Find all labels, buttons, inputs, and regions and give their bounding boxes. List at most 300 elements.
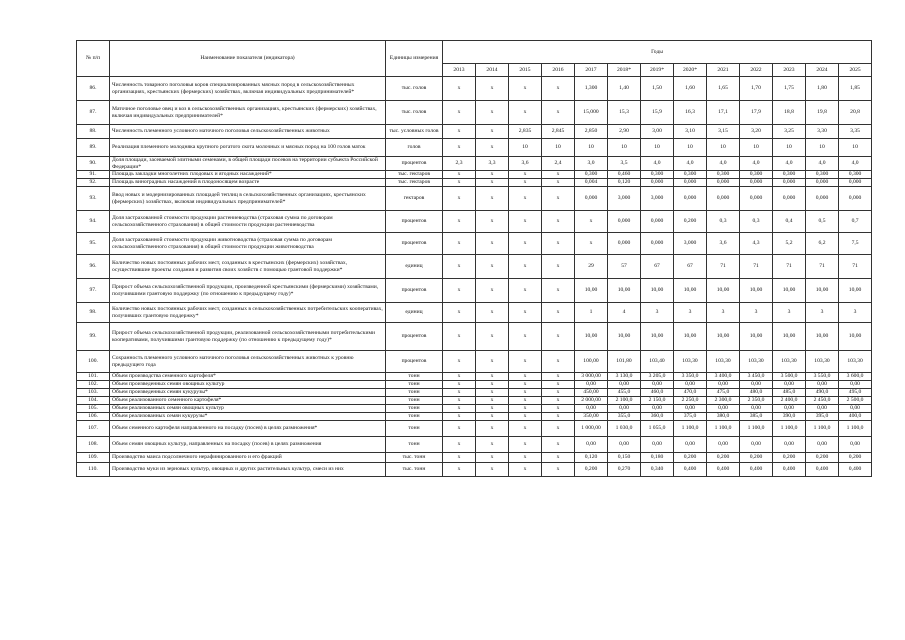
value-cell: 0,00 [575,381,608,389]
value-cell: х [443,187,476,211]
row-number: 106. [77,413,110,421]
value-cell: х [476,323,509,351]
value-cell: 1 100,0 [839,421,872,437]
value-cell: х [443,405,476,413]
value-cell: 0,300 [806,171,839,179]
indicator-name: Маточное поголовье овец и коз в сельскохозяйственных организациях, крестьянских (фермерских) хозяйствах, включая индивидуальных предпринимателей* [110,101,386,125]
indicator-name: Реализация племенного молодняка крупного рогатого скота молочных и мясных пород на 100 голов маток [110,139,386,157]
indicator-name: Объем реализованного семенного картофеля* [110,397,386,405]
unit-cell: процентов [386,233,443,255]
value-cell: 4,3 [740,233,773,255]
table-row [77,157,872,171]
value-cell: х [542,171,575,179]
header-name: Наименование показателя (индикатора) [110,41,386,77]
indicator-name: Количество новых постоянных рабочих мест, созданных в сельскохозяйственных потребительских кооперативах, получивших грантовую поддержку* [110,303,386,323]
table-row [77,421,872,437]
value-cell: 1,80 [806,77,839,101]
value-cell: 3,15 [707,125,740,139]
unit-cell: тонн [386,389,443,397]
value-cell: 2,845 [542,125,575,139]
value-cell: 71 [839,255,872,279]
value-cell: х [542,381,575,389]
value-cell: х [443,381,476,389]
value-cell: 480,0 [740,389,773,397]
header-year: 2020* [674,64,707,77]
value-cell: 0,000 [707,179,740,187]
value-cell: 4,0 [839,157,872,171]
value-cell: 4,0 [773,157,806,171]
value-cell: 1,60 [674,77,707,101]
value-cell: 0,000 [740,179,773,187]
value-cell: 2,4 [542,157,575,171]
indicator-name: Объем реализованных семян кукурузы* [110,413,386,421]
value-cell: 0,300 [740,171,773,179]
value-cell: 0,000 [740,187,773,211]
value-cell: 10 [806,139,839,157]
value-cell: 3 [773,303,806,323]
value-cell: 57 [608,255,641,279]
table-row [77,77,872,101]
value-cell: х [443,139,476,157]
value-cell: 10 [773,139,806,157]
value-cell: 0,300 [773,171,806,179]
value-cell: 0,3 [707,211,740,233]
value-cell: х [443,101,476,125]
value-cell: х [509,373,542,381]
value-cell: 0,00 [806,437,839,453]
value-cell: 400,0 [839,413,872,421]
value-cell: 0,000 [806,187,839,211]
value-cell: 2 400,0 [773,397,806,405]
value-cell: х [509,413,542,421]
value-cell: 103,30 [707,351,740,373]
value-cell: х [509,397,542,405]
value-cell: х [542,437,575,453]
value-cell: 3 [707,303,740,323]
table-row [77,463,872,477]
indicator-name: Доля застрахованной стоимости продукции животноводства (страховая сумма по договорам сельскохозяйственного страхования) в общей стоимости продукции животноводства [110,233,386,255]
unit-cell: голов [386,139,443,157]
value-cell: 2 350,0 [740,397,773,405]
value-cell: 10 [542,139,575,157]
value-cell: 0,300 [674,171,707,179]
value-cell: х [509,405,542,413]
value-cell: х [443,437,476,453]
header-num: № п/п [77,41,110,77]
row-number: 91. [77,171,110,179]
value-cell: 3,5 [608,157,641,171]
value-cell: 15,000 [575,101,608,125]
value-cell: 10 [641,139,674,157]
value-cell: 10,00 [674,279,707,303]
unit-cell: тыс. тонн [386,453,443,463]
value-cell: 2 450,0 [806,397,839,405]
value-cell: 0,400 [740,463,773,477]
value-cell: 10 [839,139,872,157]
value-cell: х [476,171,509,179]
value-cell: х [509,421,542,437]
value-cell: х [443,421,476,437]
value-cell: 0,200 [707,453,740,463]
value-cell: х [542,101,575,125]
value-cell: 3 400,0 [707,373,740,381]
value-cell: х [443,373,476,381]
value-cell: 0,004 [575,179,608,187]
value-cell: 0,00 [740,381,773,389]
unit-cell: тонн [386,421,443,437]
value-cell: х [443,323,476,351]
value-cell: 0,200 [839,453,872,463]
value-cell: 2 150,0 [641,397,674,405]
row-number: 103. [77,389,110,397]
value-cell: 1,300 [575,77,608,101]
header-year: 2024 [806,64,839,77]
value-cell: х [542,279,575,303]
value-cell: 0,000 [839,187,872,211]
unit-cell: тыс. гектаров [386,171,443,179]
value-cell: х [542,397,575,405]
value-cell: 0,300 [575,171,608,179]
value-cell: 490,0 [806,389,839,397]
indicator-name: Объем производства семенного картофеля* [110,373,386,381]
value-cell: х [509,279,542,303]
row-number: 95. [77,233,110,255]
unit-cell: процентов [386,351,443,373]
value-cell: 0,3 [740,211,773,233]
value-cell: 10,00 [575,279,608,303]
indicator-name: Площадь закладки многолетних плодовых и ягодных насаждений* [110,171,386,179]
value-cell: 10,00 [641,323,674,351]
indicator-name: Производство маиса подсолнечного нерафинированного и его фракций [110,453,386,463]
value-cell: х [476,437,509,453]
value-cell: 0,00 [839,437,872,453]
value-cell: х [542,389,575,397]
value-cell: х [542,255,575,279]
value-cell: х [476,453,509,463]
value-cell: х [509,77,542,101]
unit-cell: тонн [386,381,443,389]
value-cell: 485,0 [773,389,806,397]
value-cell: 3,20 [740,125,773,139]
value-cell: 455,0 [608,389,641,397]
value-cell: х [509,453,542,463]
value-cell: х [509,171,542,179]
unit-cell: процентов [386,211,443,233]
value-cell: 0,000 [806,179,839,187]
value-cell: 1 100,0 [740,421,773,437]
value-cell: 0,300 [641,171,674,179]
indicator-name: Сохранность племенного условного маточного поголовья сельскохозяйственных животных к уровню предыдущего года [110,351,386,373]
unit-cell: единиц [386,255,443,279]
value-cell: х [443,413,476,421]
value-cell: х [509,323,542,351]
value-cell: 0,200 [674,453,707,463]
value-cell: х [443,211,476,233]
row-number: 99. [77,323,110,351]
value-cell: 71 [773,255,806,279]
indicator-name: Численность товарного поголовья коров специализированных мясных пород в сельскохозяйственных организациях, крестьянских (фермерских) хозяйствах, включая индивидуальных предпринимателей* [110,77,386,101]
value-cell: х [509,389,542,397]
value-cell: х [476,187,509,211]
value-cell: 0,300 [707,171,740,179]
value-cell: х [443,179,476,187]
row-number: 96. [77,255,110,279]
value-cell: 0,200 [773,453,806,463]
value-cell: 360,0 [641,413,674,421]
unit-cell: тонн [386,413,443,421]
value-cell: 10,00 [575,323,608,351]
value-cell: х [509,303,542,323]
value-cell: х [542,463,575,477]
value-cell: 390,0 [773,413,806,421]
value-cell: 0,00 [674,405,707,413]
header-year: 2014 [476,64,509,77]
value-cell: х [476,125,509,139]
row-number: 93. [77,187,110,211]
value-cell: 0,000 [575,187,608,211]
value-cell: х [509,351,542,373]
table-row [77,323,872,351]
value-cell: х [443,171,476,179]
value-cell: 0,00 [641,405,674,413]
table-row [77,211,872,233]
indicator-name: Объем семенного картофеля направленного на посадку (посев) в целях размножения* [110,421,386,437]
indicator-name: Прирост объема сельскохозяйственной продукции, произведенной крестьянскими (фермерскими) хозяйствами, получившими грантовую поддержку (по отношению к предыдущему году)* [110,279,386,303]
value-cell: 1 030,0 [608,421,641,437]
indicator-name: Доля застрахованной стоимости продукции растениеводства (страховая сумма по договорам сельскохозяйственного страхования) в общей стоимости продукции растениеводства [110,211,386,233]
indicators-table-page [76,40,872,477]
value-cell: 1 100,0 [674,421,707,437]
value-cell: х [509,233,542,255]
row-number: 86. [77,77,110,101]
value-cell: х [476,77,509,101]
value-cell: 1 100,0 [773,421,806,437]
header-year: 2019* [641,64,674,77]
value-cell: 10,00 [707,279,740,303]
value-cell: 1,70 [740,77,773,101]
row-number: 108. [77,437,110,453]
value-cell: 5,2 [773,233,806,255]
value-cell: 1 100,0 [806,421,839,437]
header-years-label: Годы [443,41,872,64]
value-cell: х [476,397,509,405]
table-row [77,413,872,421]
header-year: 2013 [443,64,476,77]
value-cell: 0,4 [773,211,806,233]
value-cell: х [443,351,476,373]
value-cell: 0,270 [608,463,641,477]
value-cell: 3,25 [773,125,806,139]
row-number: 88. [77,125,110,139]
value-cell: 3 [641,303,674,323]
value-cell: 0,400 [707,463,740,477]
value-cell: 0,00 [707,437,740,453]
value-cell: х [476,405,509,413]
indicator-name: Количество новых постоянных рабочих мест, созданных в крестьянских (фермерских) хозяйствах, осуществившие проекты создания и развития своих хозяйств с помощью грантовой поддержки* [110,255,386,279]
value-cell: 10,00 [773,323,806,351]
row-number: 87. [77,101,110,125]
value-cell: 0,000 [608,211,641,233]
table-row [77,453,872,463]
header-year: 2022 [740,64,773,77]
value-cell: 0,180 [641,453,674,463]
table-row [77,405,872,413]
value-cell: 1 055,0 [641,421,674,437]
value-cell: 3 350,0 [674,373,707,381]
value-cell: х [443,125,476,139]
value-cell: 1 100,0 [707,421,740,437]
value-cell: 10,00 [608,279,641,303]
value-cell: 3 600,0 [839,373,872,381]
value-cell: 3 [806,303,839,323]
value-cell: 0,00 [839,381,872,389]
value-cell: 0,00 [773,405,806,413]
table-row [77,125,872,139]
header-year: 2018* [608,64,641,77]
value-cell: 1,50 [641,77,674,101]
value-cell: 0,000 [773,187,806,211]
value-cell: 10,00 [608,323,641,351]
value-cell: х [443,279,476,303]
value-cell: 3 500,0 [773,373,806,381]
value-cell: 0,00 [773,381,806,389]
header-year: 2021 [707,64,740,77]
value-cell: 10,00 [740,323,773,351]
value-cell: 3,000 [608,187,641,211]
value-cell: х [476,179,509,187]
value-cell: 475,0 [707,389,740,397]
row-number: 107. [77,421,110,437]
value-cell: 3 205,0 [641,373,674,381]
value-cell: х [542,211,575,233]
value-cell: 375,0 [674,413,707,421]
row-number: 97. [77,279,110,303]
value-cell: 355,0 [608,413,641,421]
value-cell: 380,0 [707,413,740,421]
unit-cell: тонн [386,373,443,381]
value-cell: 2,835 [509,125,542,139]
value-cell: 67 [641,255,674,279]
row-number: 92. [77,179,110,187]
value-cell: 10 [509,139,542,157]
value-cell: 1,85 [839,77,872,101]
value-cell: 10,00 [641,279,674,303]
value-cell: 103,30 [740,351,773,373]
value-cell: 0,200 [806,453,839,463]
value-cell: х [542,187,575,211]
value-cell: 3,10 [674,125,707,139]
value-cell: 10 [575,139,608,157]
value-cell: 0,000 [608,233,641,255]
value-cell: 103,30 [674,351,707,373]
value-cell: 0,400 [839,463,872,477]
value-cell: 2,90 [608,125,641,139]
value-cell: х [476,351,509,373]
value-cell: 0,000 [641,179,674,187]
value-cell: 3,6 [509,157,542,171]
value-cell: 460,0 [641,389,674,397]
unit-cell: процентов [386,279,443,303]
value-cell: 71 [740,255,773,279]
table-row [77,381,872,389]
value-cell: 0,00 [641,437,674,453]
indicator-name: Объем произведенных семян овощных культур [110,381,386,389]
value-cell: 2,850 [575,125,608,139]
value-cell: х [509,437,542,453]
value-cell: 4 [608,303,641,323]
value-cell: 10,00 [707,323,740,351]
value-cell: 0,00 [674,381,707,389]
row-number: 100. [77,351,110,373]
value-cell: 10,00 [839,279,872,303]
table-row [77,171,872,179]
value-cell: х [542,77,575,101]
value-cell: х [476,389,509,397]
value-cell: 0,00 [608,381,641,389]
value-cell: 6,2 [806,233,839,255]
value-cell: х [542,303,575,323]
value-cell: х [509,101,542,125]
value-cell: х [509,255,542,279]
value-cell: 19,8 [806,101,839,125]
header-year: 2025 [839,64,872,77]
value-cell: 3,3 [476,157,509,171]
value-cell: 3 [740,303,773,323]
value-cell: х [542,233,575,255]
value-cell: 0,000 [773,179,806,187]
value-cell: 0,00 [608,437,641,453]
value-cell: 0,000 [641,233,674,255]
value-cell: 10 [608,139,641,157]
value-cell: 0,000 [641,211,674,233]
value-cell: 0,460 [608,171,641,179]
row-number: 89. [77,139,110,157]
value-cell: 3,000 [641,187,674,211]
value-cell: 3 550,0 [806,373,839,381]
value-cell: х [443,233,476,255]
value-cell: 3,6 [707,233,740,255]
value-cell: 2,3 [443,157,476,171]
indicator-name: Численность племенного условного маточного поголовья сельскохозяйственных животных [110,125,386,139]
unit-cell: тыс. тонн [386,463,443,477]
value-cell: х [542,351,575,373]
row-number: 90. [77,157,110,171]
value-cell: 0,00 [575,405,608,413]
value-cell: 17,1 [707,101,740,125]
value-cell: 395,0 [806,413,839,421]
value-cell: 1,75 [773,77,806,101]
unit-cell: гектаров [386,187,443,211]
value-cell: х [542,323,575,351]
value-cell: 470,0 [674,389,707,397]
value-cell: 0,00 [740,437,773,453]
table-row [77,373,872,381]
value-cell: 0,00 [707,381,740,389]
value-cell: 0,00 [641,381,674,389]
value-cell: 10 [740,139,773,157]
value-cell: х [476,381,509,389]
indicator-name: Площадь виноградных насаждений в плодоносящем возрасте [110,179,386,187]
value-cell: х [476,255,509,279]
value-cell: 0,400 [674,463,707,477]
value-cell: 67 [674,255,707,279]
value-cell: 18,8 [773,101,806,125]
table-row [77,397,872,405]
value-cell: 0,150 [608,453,641,463]
value-cell: 2 000,00 [575,397,608,405]
value-cell: 1,65 [707,77,740,101]
value-cell: 0,00 [674,437,707,453]
